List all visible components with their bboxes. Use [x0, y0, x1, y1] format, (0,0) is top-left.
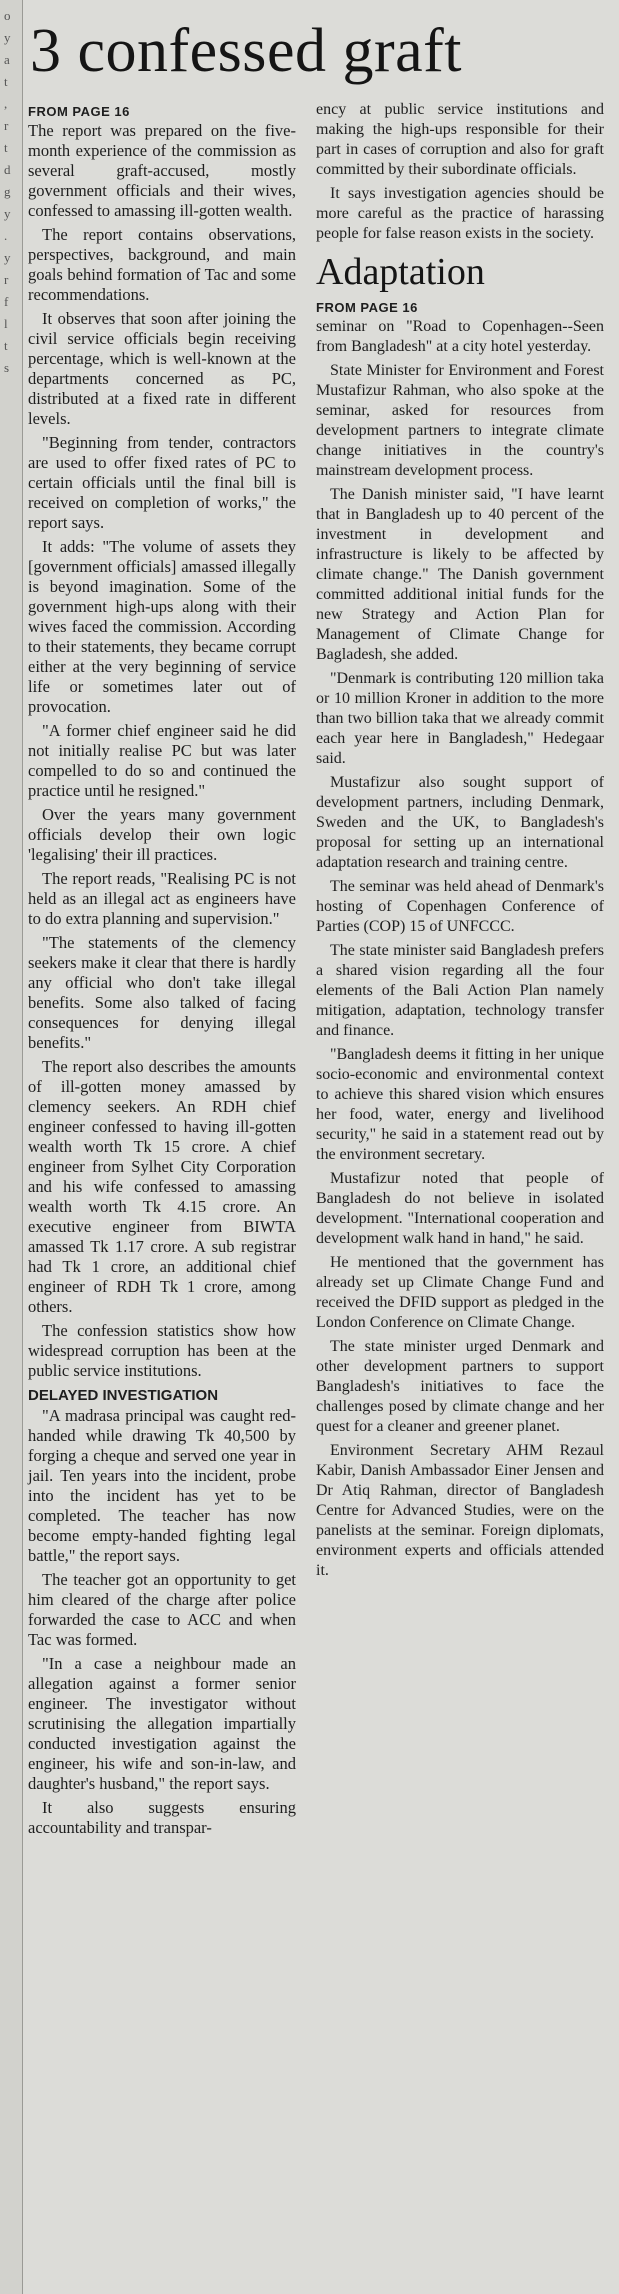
column-left: [28, 100, 296, 1842]
gutter-letter: t: [4, 74, 8, 89]
paragraph: "A madrasa principal was caught red-handed while drawing Tk 40,500 by forging a cheque and served one year in jail. Ten years into the incident, probe into the incident has yet to be completed. The teacher has now become empty-handed fighting legal battle," the report says.: [28, 1406, 296, 1565]
paragraph: It adds: "The volume of assets they [government officials] amassed illegally is beyond imagination. Some of the government high-ups along with their wives faced the commission. According to their statements, they became corrupt either at the very beginning of service life or sometimes later out of provocation.: [28, 537, 296, 716]
gutter-letter: t: [4, 338, 8, 353]
paragraph: State Minister for Environment and Forest Mustafizur Rahman, who also spoke at the seminar, asked for resources from development partners to integrate climate change initiatives in the country's mainstream development process.: [316, 362, 604, 479]
article-one-body-continued: [28, 1406, 296, 1838]
paragraph: "Bangladesh deems it fitting in her unique socio-economic and environmental context to achieve this shared vision which ensures her food, water, energy and livelihood security," he said in a statement read out by the environment secretary.: [316, 1046, 604, 1163]
paragraph: The teacher got an opportunity to get him cleared of the charge after police forwarded the case to ACC and when Tac was formed.: [28, 1570, 296, 1649]
column-right: [316, 100, 604, 1585]
gutter-letter: d: [4, 162, 11, 177]
headline-confessed-graft: 3 confessed graft: [30, 17, 462, 85]
paragraph: Over the years many government officials develop their own logic 'legalising' their ill practices.: [28, 805, 296, 864]
gutter-letter: r: [4, 118, 9, 133]
subhead-delayed-investigation: DELAYED INVESTIGATION: [28, 1387, 219, 1404]
paragraph: The state minister said Bangladesh prefers a shared vision regarding all the four elements of the Bali Action Plan namely mitigation, adaptation, technology transfer and finance.: [316, 942, 604, 1039]
paragraph: The report reads, "Realising PC is not held as an illegal act as engineers have to do extra planning and supervision.": [28, 869, 296, 928]
gutter-letter: a: [4, 52, 10, 67]
kicker-from-page-2: FROM PAGE 16: [316, 300, 418, 315]
paragraph: The report also describes the amounts of ill-gotten money amassed by clemency seekers. An RDH chief engineer confessed to having ill-gotten wealth worth Tk 15 crore. A chief engineer from Sylhet City Corporation and his wife confessed to amassing wealth worth Tk 4.15 crore. An executive engineer from BIWTA amassed Tk 1.17 crore. A sub registrar had Tk 1 crore, an additional chief engineer of RDH Tk 1 crore, among others.: [28, 1057, 296, 1316]
paragraph: Mustafizur also sought support of development partners, including Denmark, Sweden and the UK, to Bangladesh's proposal for setting up an international adaptation research and training centre.: [316, 774, 604, 871]
paragraph: The confession statistics show how widespread corruption has been at the public service institutions.: [28, 1321, 296, 1380]
gutter-letter: t: [4, 140, 8, 155]
gutter-letter: r: [4, 272, 9, 287]
paragraph: It observes that soon after joining the civil service officials begin receiving percentage, which is well-known at the departments concerned as PC, distributed at a fixed rate in different levels.: [28, 309, 296, 428]
paragraph: "A former chief engineer said he did not initially realise PC but was later compelled to do so and continued the practice until he resigned.": [28, 721, 296, 800]
kicker-from-page: FROM PAGE 16: [28, 104, 130, 119]
paragraph: Mustafizur noted that people of Bangladesh do not believe in isolated development. "International cooperation and development walk hand in hand," he said.: [316, 1170, 604, 1247]
paragraph: "Denmark is contributing 120 million taka or 10 million Kroner in addition to the more than two billion taka that we already commit each year here in Bangladesh," Hedegaar said.: [316, 670, 604, 767]
headline-adaptation: Adaptation: [316, 251, 485, 293]
paragraph: It says investigation agencies should be more careful as the practice of harassing people for false reason exists in the society.: [316, 185, 604, 242]
gutter-letter: y: [4, 30, 11, 45]
article-two-body: [316, 317, 604, 1581]
gutter-letter: s: [4, 360, 10, 375]
paragraph: He mentioned that the government has already set up Climate Change Fund and received the DFID support as pledged in the London Conference on Climate Change.: [316, 1254, 604, 1331]
article-one-body: [28, 121, 296, 1381]
paragraph: The report was prepared on the five-month experience of the commission as several graft-accused, mostly government officials and their wives, confessed to amassing ill-gotten wealth.: [28, 121, 296, 220]
paragraph: Environment Secretary AHM Rezaul Kabir, Danish Ambassador Einer Jensen and Dr Atiq Rahman, director of Bangladesh Centre for Advanced Studies, were on the panelists at the seminar. Foreign diplomats, environment experts and officials attended it.: [316, 1442, 604, 1579]
gutter-letter: g: [4, 184, 11, 199]
paragraph: "The statements of the clemency seekers make it clear that there is hardly any official who don't take illegal benefits. Some also talked of facing consequences for denying illegal benefits.": [28, 933, 296, 1052]
gutter-letter: l: [4, 316, 8, 331]
paragraph: The report contains observations, perspectives, background, and main goals behind formation of Tac and some recommendations.: [28, 225, 296, 304]
gutter-letter: o: [4, 8, 11, 23]
paragraph: The state minister urged Denmark and other development partners to support Bangladesh's initiatives to face the challenges posed by climate change and her quest for a cleaner and greener planet.: [316, 1338, 604, 1435]
paragraph: seminar on "Road to Copenhagen--Seen from Bangladesh" at a city hotel yesterday.: [316, 318, 604, 355]
adjacent-column-edge: [0, 0, 23, 2294]
paragraph: "Beginning from tender, contractors are used to offer fixed rates of PC to certain officials until the final bill is received on completion of works," the report says.: [28, 433, 296, 532]
paragraph: "In a case a neighbour made an allegation against a former senior engineer. The investigator without scrutinising the allegation impartially conducted investigation against the engineer, his wife and son-in-law, and daughter's husband," the report says.: [28, 1654, 296, 1793]
gutter-letter: .: [4, 228, 8, 243]
article-one-jump: [316, 100, 604, 244]
paragraph: It also suggests ensuring accountability and transpar-: [28, 1798, 296, 1837]
gutter-letter: y: [4, 250, 11, 265]
gutter-letter: f: [4, 294, 9, 309]
gutter-letter: ,: [4, 96, 8, 111]
paragraph: The seminar was held ahead of Denmark's hosting of Copenhagen Conference of Parties (COP) 15 of UNFCCC.: [316, 878, 604, 935]
gutter-letter: y: [4, 206, 11, 221]
paragraph: ency at public service institutions and making the high-ups responsible for their part in cases of corruption and also for graft committed by their subordinate officials.: [316, 101, 604, 178]
paragraph: The Danish minister said, "I have learnt that in Bangladesh up to 40 percent of the investment in development and infrastructure is likely to be affected by climate change." The Danish government committed additional initial funds for the new Strategy and Action Plan for Management of Climate Change for Bagladesh, she added.: [316, 486, 604, 663]
